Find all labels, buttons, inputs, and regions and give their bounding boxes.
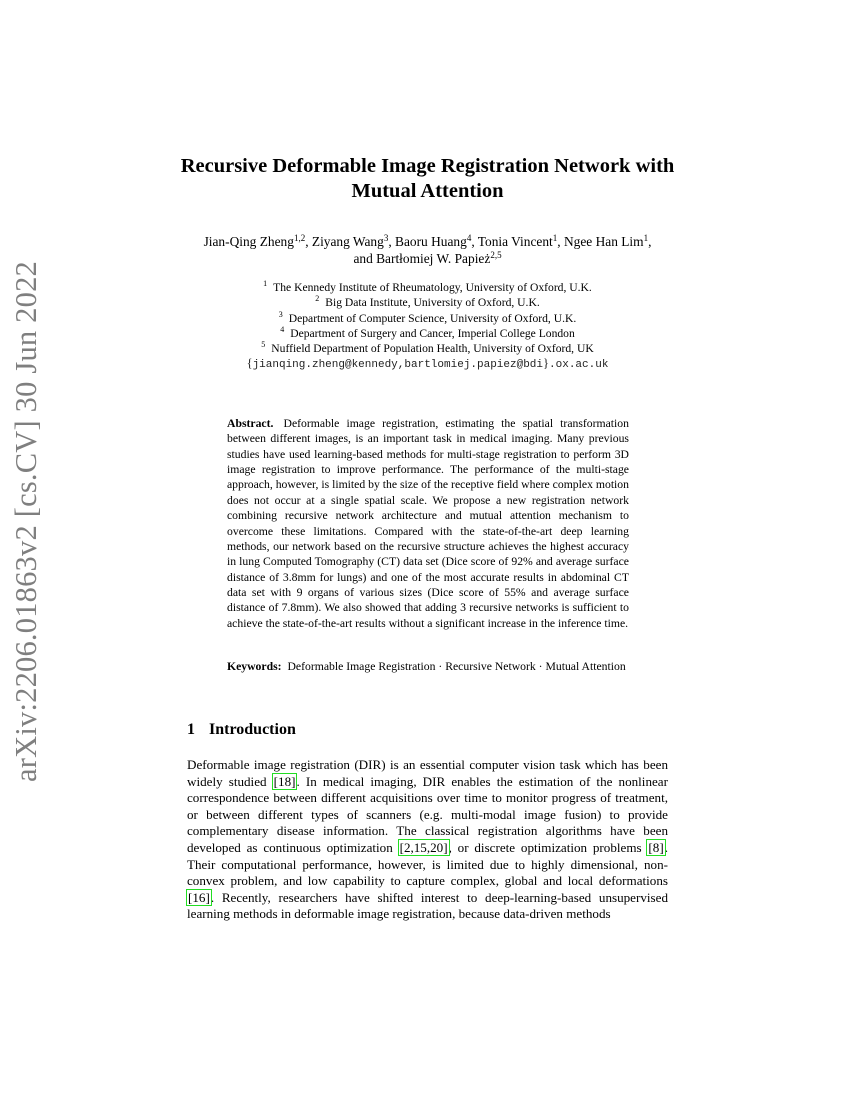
keywords-text: Deformable Image Registration · Recursive Network · Mutual Attention (287, 660, 626, 673)
affiliation (150, 341, 705, 356)
author-list (150, 233, 705, 267)
section-number: 1 (187, 721, 195, 738)
affiliation (150, 295, 705, 310)
intro-text: Deformable image registration (DIR) is an essential computer vision task which has been widely studied (187, 757, 668, 789)
citation-link[interactable]: [18] (273, 773, 296, 789)
affiliation-sup: 1 (263, 279, 268, 288)
abstract-text: Deformable image registration, estimating the spatial transformation between different images, is an important task in medical imaging. Many previous studies have used learning-based methods for multi-stage registration to perform 3D image registration to improve performance. The performance of the multi-stage approach, however, is limited by the size of the receptive field where complex motion does not occur at a single spatial scale. We propose a new registration network combining recursive network architecture and mutual attention mechanism to overcome these limitations. Compared with the state-of-the-art deep learning methods, our network based on the recursive structure achieves the highest accuracy in lung Computed Tomography (CT) data set (Dice score of 92% and average surface distance of 3.8mm for lungs) and one of the most accurate results in abdominal CT data set with 9 organs of various sizes (Dice score of 55% and average surface distance of 7.8mm). We also showed that adding 3 recursive networks is sufficient to achieve the state-of-the-art results without a significant increase in the inference time. (227, 417, 629, 630)
author-affil-sup: 1 (643, 233, 649, 243)
affiliation-sup: 5 (261, 340, 266, 350)
author-affil-sup: 1 (552, 233, 558, 243)
title-line-1: Recursive Deformable Image Registration Network with (180, 155, 675, 177)
citation-link[interactable]: [2,15,20] (399, 839, 448, 855)
author-affil-sup: 4 (466, 233, 472, 243)
contact-email[interactable] (150, 356, 705, 373)
title-line-2: Mutual Attention (351, 180, 504, 202)
citation-link[interactable]: [8] (648, 839, 664, 855)
author-name: Jian-Qing Zheng (203, 234, 294, 249)
intro-paragraph (187, 757, 668, 923)
section-title: Introduction (209, 721, 296, 738)
author-affil-sup: 1,2 (293, 233, 306, 243)
email-brace-close: } (543, 356, 550, 371)
email-domain: .ox.ac.uk (549, 359, 609, 372)
email-brace-open: { (246, 356, 253, 371)
author-separator: , (648, 234, 652, 249)
affiliation-sup: 2 (315, 294, 320, 304)
paper-title (150, 154, 705, 204)
affiliation (150, 326, 705, 341)
affiliation (150, 311, 705, 326)
author-separator: , (557, 234, 564, 249)
author-name: Tonia Vincent (477, 234, 553, 249)
keywords (227, 659, 629, 675)
author-affil-sup: 3 (383, 233, 389, 243)
intro-text: , or discrete optimization problems (448, 839, 648, 855)
arxiv-stamp (4, 260, 48, 782)
author-separator: , (305, 234, 312, 249)
author-name: Ziyang Wang (311, 234, 384, 249)
arxiv-stamp-text: arXiv:2206.01863v2 [cs.CV] 30 Jun 2022 (8, 260, 43, 782)
author-name: Baoru Huang (395, 234, 467, 249)
keywords-label: Keywords: (227, 660, 282, 673)
author-and: and (353, 251, 377, 266)
affiliation-list (150, 280, 705, 374)
affiliation-text: The Kennedy Institute of Rheumatology, University of Oxford, U.K. (273, 281, 592, 294)
affiliation-text: Nuffield Department of Population Health, University of Oxford, UK (271, 342, 594, 356)
author-name: Bartłomiej W. Papież (376, 251, 491, 266)
intro-text: . Their computational performance, however, is limited due to highly dimensional, non-convex problem, and low capability to capture complex, global and local deformations (187, 839, 668, 889)
author-separator: , (471, 234, 478, 249)
affiliation-text: Department of Computer Science, University of Oxford, U.K. (288, 311, 577, 325)
affiliation-sup: 4 (280, 324, 285, 334)
abstract-label: Abstract. (227, 417, 274, 430)
affiliation (150, 280, 705, 295)
author-affil-sup: 2,5 (490, 250, 502, 260)
affiliation-sup: 3 (278, 309, 283, 319)
affiliation-text: Department of Surgery and Cancer, Imperial College London (290, 326, 575, 340)
citation-link[interactable]: [16] (188, 889, 210, 905)
author-separator: , (388, 234, 396, 249)
email-users: jianqing.zheng@kennedy,bartlomiej.papiez@bdi (252, 359, 544, 372)
section-heading (187, 720, 296, 740)
affiliation-text: Big Data Institute, University of Oxford, U.K. (325, 296, 540, 310)
intro-text: . In medical imaging, DIR enables the estimation of the nonlinear correspondence between different acquisitions over time to monitor progress of treatment, or between different types of scanners (e.g. multi-modal image fusion) to provide complementary disease information. The classical registration algorithms have been developed as continuous optimization (187, 773, 668, 855)
author-name: Ngee Han Lim (563, 234, 644, 249)
intro-text: . Recently, researchers have shifted interest to deep-learning-based unsupervised learning methods in deformable image registration, because data-driven methods (187, 889, 668, 922)
abstract (227, 416, 629, 631)
